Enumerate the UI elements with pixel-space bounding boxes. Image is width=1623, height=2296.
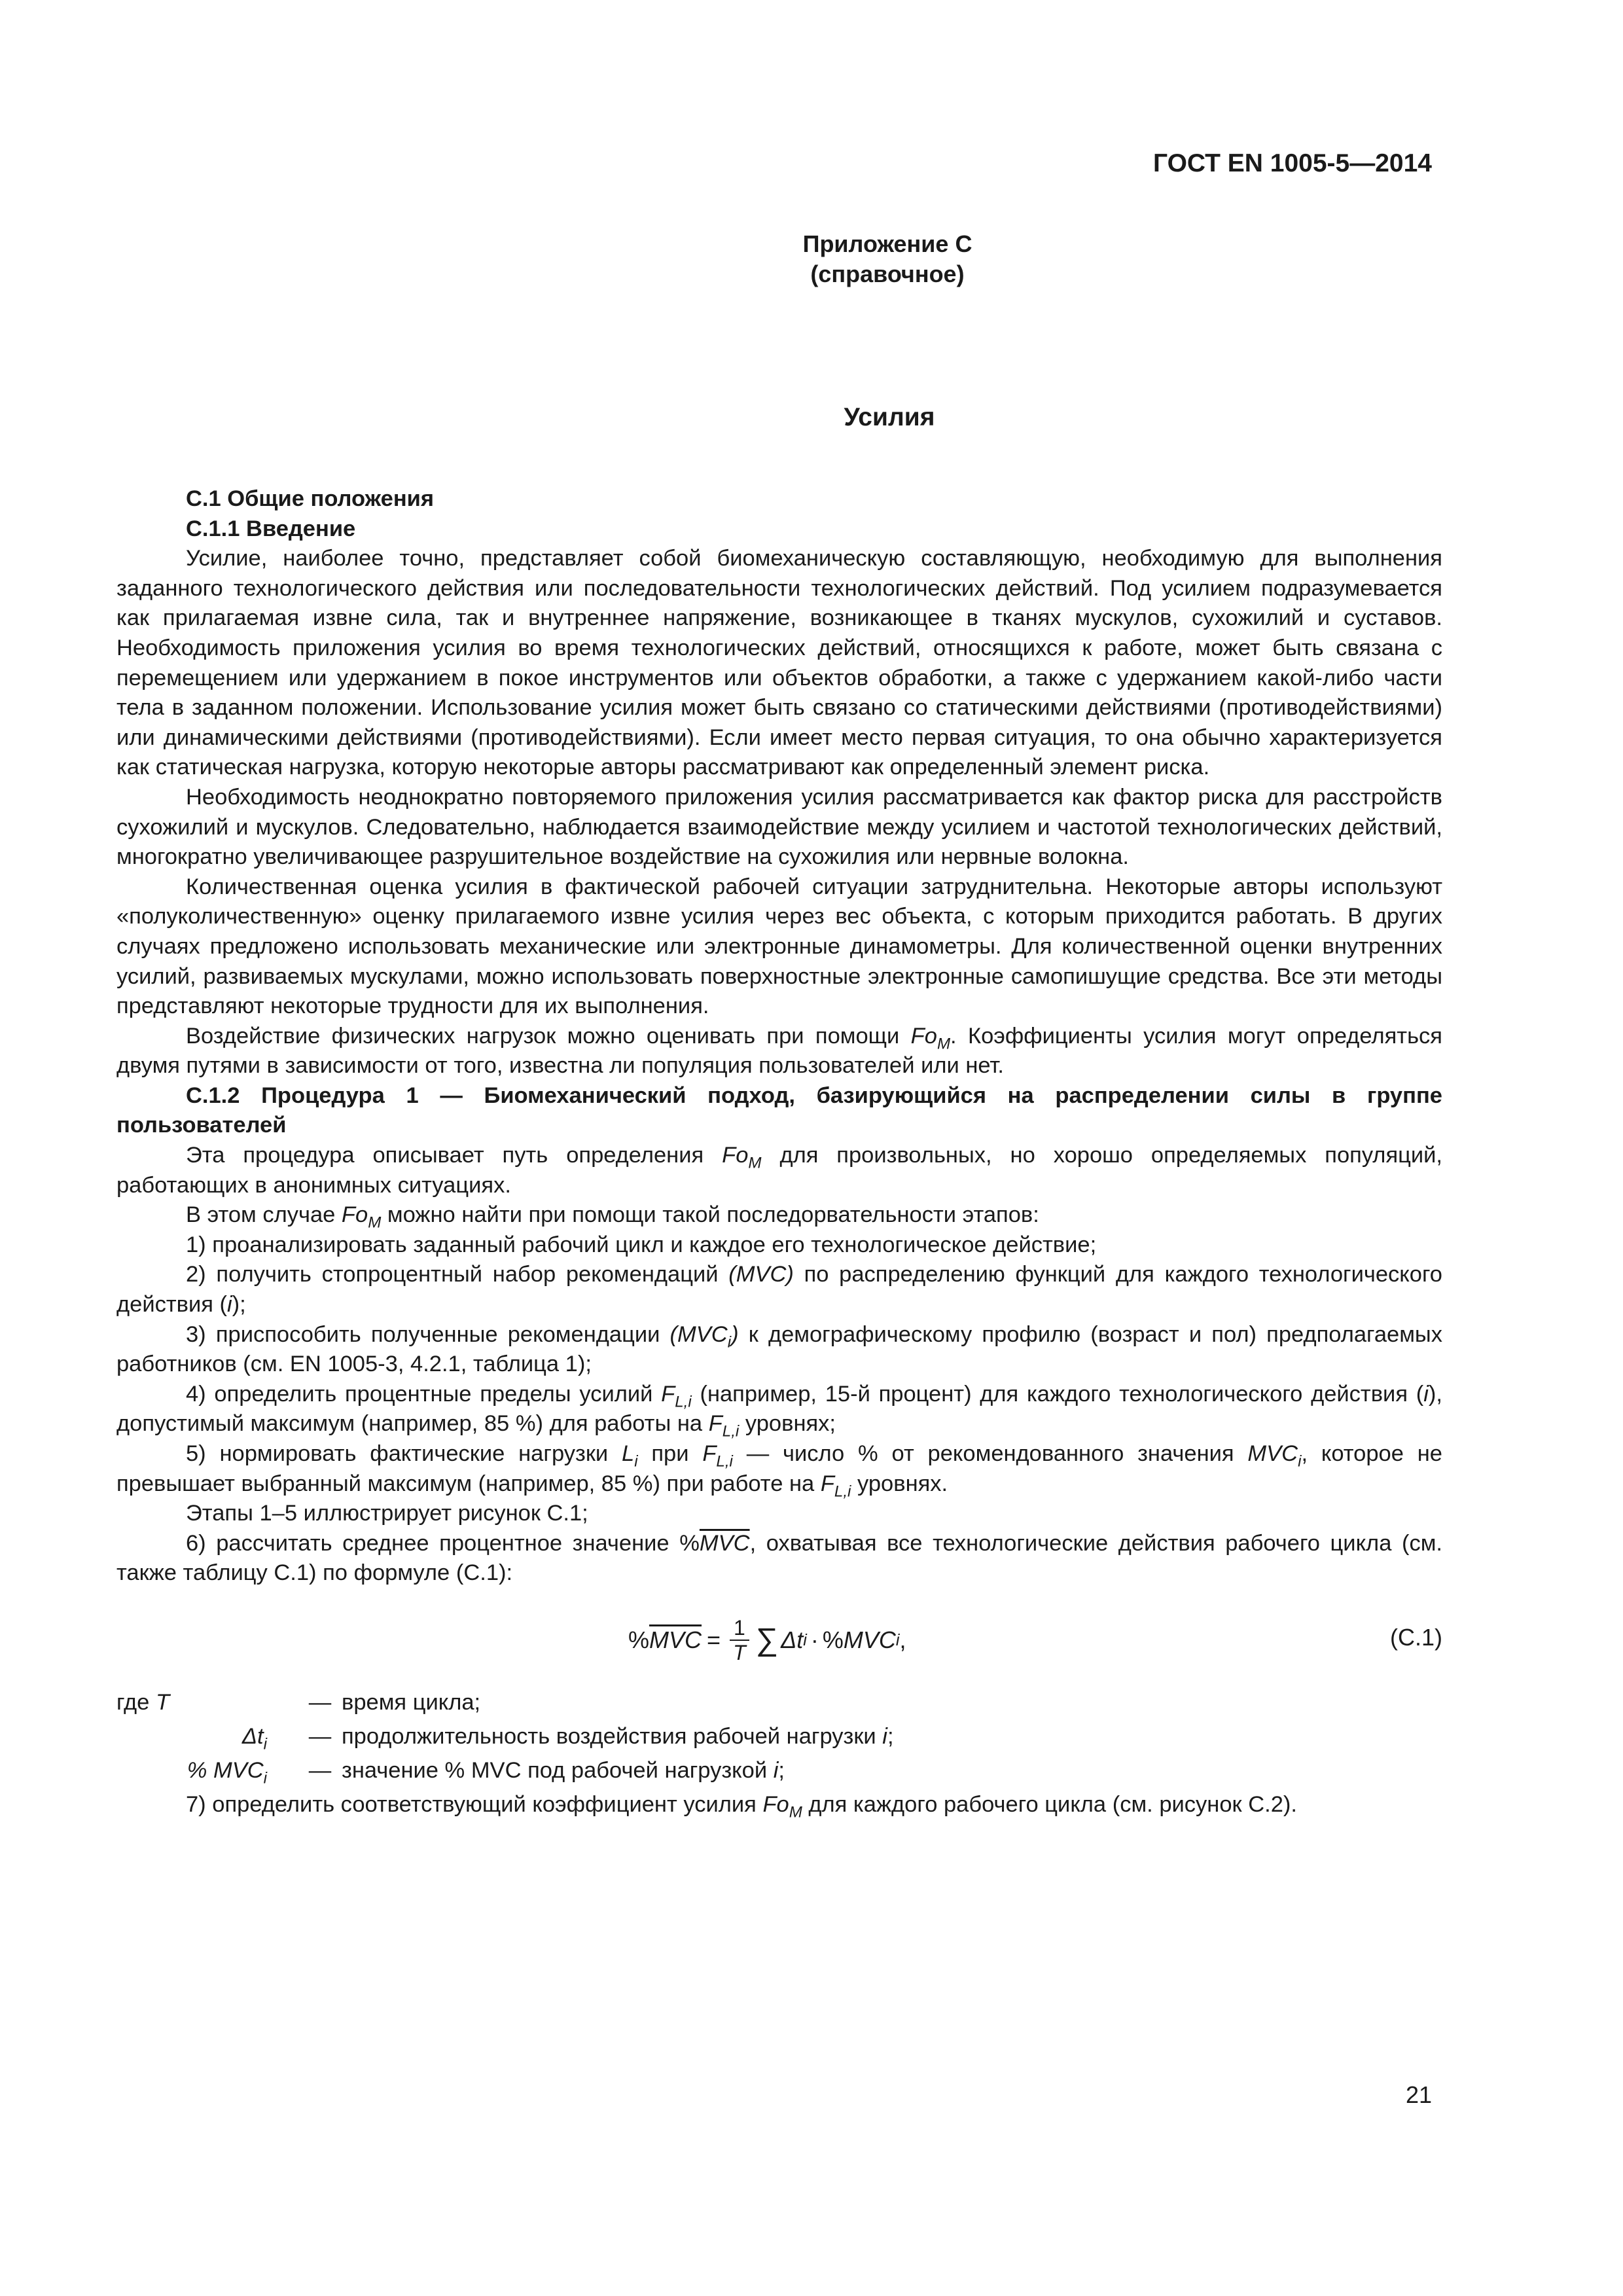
step-5: 5) нормировать фактические нагрузки $L_i$ при $F_{L,i}$ — число % от рекомендованного значения $MVC_i$, которое не превышает выбранный максимум (например, 85 %) при работе на $F_{L,i}$ уровнях.	[116, 1441, 1442, 1501]
paragraph-c12-2: В этом случае $Fo_M$ можно найти при помощи такой последорвательности этапов:	[186, 1202, 1039, 1232]
step-3: 3) приспособить полученные рекомендации $(MVC_i)$ к демографическому профилю (возраст и пол) предполагаемых работников (см. EN 1005-3, 4.2.1, таблица 1);	[116, 1321, 1442, 1377]
heading-c11: С.1.1 Введение	[186, 516, 356, 541]
paragraph-c11-4: Воздействие физических нагрузок можно оценивать при помощи $Fo_M$. Коэффициенты усилия могут определяться двумя путями в зависимости от того, известна ли популяция пользователей или нет.	[116, 1023, 1442, 1079]
heading-c12: С.1.2 Процедура 1 — Биомеханический подход, базирующийся на распределении силы в группе пользователей	[116, 1083, 1442, 1138]
annex-subtitle: (справочное)	[810, 260, 965, 287]
page-number: 21	[1405, 2081, 1432, 2108]
standard-code: ГОСТ EN 1005-5—2014	[1153, 149, 1432, 177]
definition-row: % $MVC_i$ — значение % MVC под рабочей нагрузкой i;	[187, 1757, 785, 1787]
sum-symbol: ∑	[755, 1623, 779, 1658]
section-title: Усилия	[844, 403, 935, 431]
paragraph-c12-1: Эта процедура описывает путь определения $Fo_M$ для произвольных, но хорошо определяемых популяций, работающих в анонимных ситуациях.	[116, 1143, 1443, 1198]
definitions-list	[116, 1688, 1442, 1790]
step-6: 6) рассчитать среднее процентное значение $\%\overline{MVC}$, охватывая все технологические действия рабочего цикла (см. также таблицу С.1) по формуле (С.1):	[116, 1530, 1442, 1586]
heading-c1: С.1 Общие положения	[186, 486, 435, 511]
formula-fraction: $\frac{1}{T}$	[730, 1616, 749, 1664]
step-7: 7) определить соответствующий коэффициент усилия $Fo_M$ для каждого рабочего цикла (см. рисунок С.2).	[186, 1791, 1297, 1821]
step-4: 4) определить процентные пределы усилий $F_{L,i}$ (например, 15-й процент) для каждого технологического действия (i), допустимый максимум (например, 85 %) для работы на $F_{L,i}$ уровнях;	[116, 1381, 1442, 1441]
paragraph-c11-2: Необходимость неоднократно повторяемого приложения усилия рассматривается как фактор риска для расстройств сухожилий и мускулов. Следовательно, наблюдается взаимодействие между усилием и частотой технологических действий, многократно увеличивающее разрушительное воздействие на сухожилия или нервные волокна.	[116, 784, 1442, 870]
formula-expression: % $\overline{MVC}$ = $\frac{1}{T}$ ∑ Δt i · % MVC i ,	[628, 1615, 906, 1664]
definition-row: где T — время цикла;	[116, 1689, 481, 1715]
step-2: 2) получить стопроцентный набор рекомендаций (MVC) по распределению функций для каждого технологического действия (i);	[116, 1262, 1442, 1318]
document-body	[116, 484, 1442, 1820]
annex-title: Приложение С	[802, 230, 972, 257]
formula-number: (С.1)	[1390, 1623, 1442, 1651]
step-1: 1) проанализировать заданный рабочий цикл и каждое его технологическое действие;	[186, 1232, 1097, 1257]
paragraph-c11-1: Усилие, наиболее точно, представляет собой биомеханическую составляющую, необходимую для выполнения заданного технологического действия или последовательности технологических действий. Под усилием подразумевается как прилагаемая извне сила, так и внутреннее напряжение, возникающее в тканях мускулов, сухожилий и суставов. Необходимость приложения усилия во время технологических действий, относящихся к работе, может быть связана с перемещением или удержанием в покое инструментов или объектов обработки, а также с удержанием какой-либо части тела в заданном положении. Использование усилия может быть связано со статическими действиями (противодействиями) или динамическими действиями (противодействиями). Если имеет место первая ситуация, то она обычно характеризуется как статическая нагрузка, которую некоторые авторы рассматривают как определенный элемент риска.	[116, 546, 1442, 780]
definition-row: $\Delta t_i$ — продолжительность воздействия рабочей нагрузки i;	[241, 1723, 894, 1753]
formula-c1	[116, 1603, 1442, 1681]
stages-note: Этапы 1–5 иллюстрирует рисунок С.1;	[186, 1501, 588, 1526]
paragraph-c11-3: Количественная оценка усилия в фактической рабочей ситуации затруднительна. Некоторые авторы используют «полуколичественную» оценку прилагаемого извне усилия через вес объекта, с которым приходится работать. В других случаях предложено использовать механические или электронные динамометры. Для количественной оценки внутренних усилий, развиваемых мускулами, можно использовать поверхностные электронные самопишущие средства. Все эти методы представляют некоторые трудности для их выполнения.	[116, 874, 1442, 1019]
annex-heading	[0, 229, 1623, 289]
